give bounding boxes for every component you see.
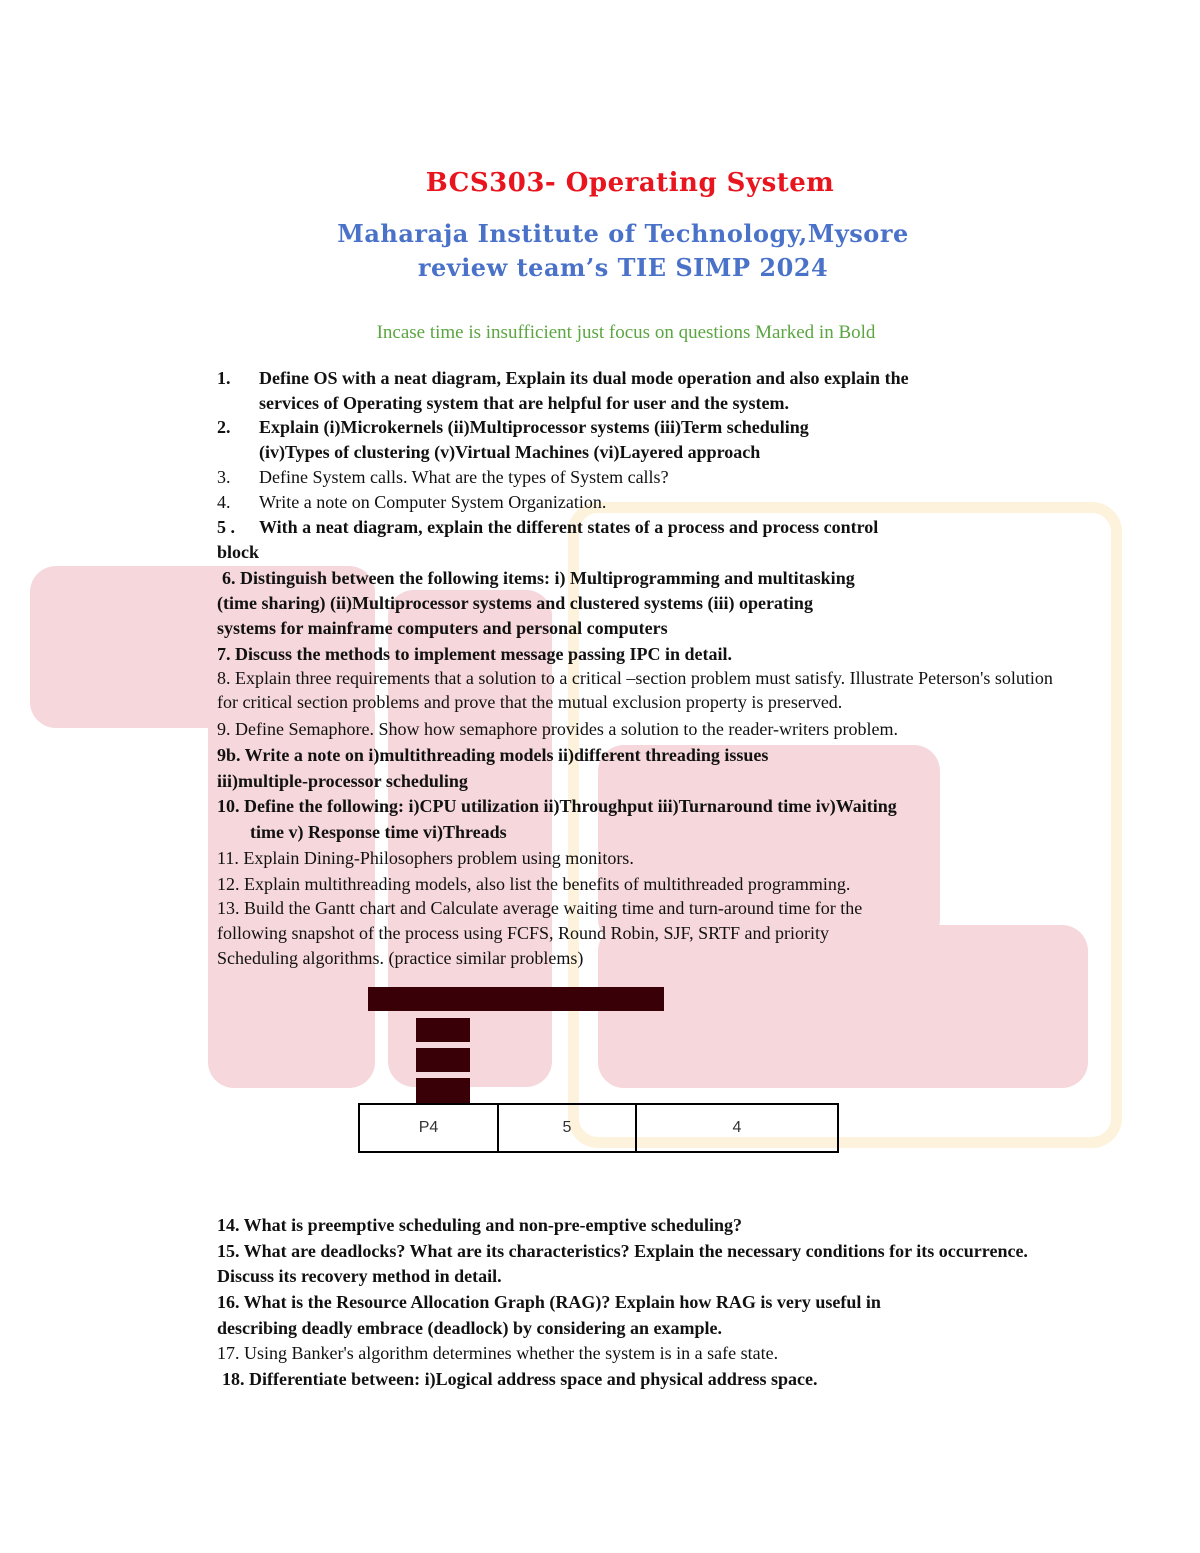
institute-name: Maharaja Institute of Technology,Mysore xyxy=(337,219,909,248)
question-2-number: 2. xyxy=(217,417,231,437)
question-8-line-1: 8. Explain three requirements that a solution to a critical –section problem must satisfy. Illustrate Peterson's solution xyxy=(217,668,1053,688)
question-4-number: 4. xyxy=(217,492,231,512)
question-10-line-1: 10. Define the following: i)CPU utilization ii)Throughput iii)Turnaround time iv)Waiting xyxy=(217,796,897,816)
decor-bar-horizontal xyxy=(368,987,664,1011)
question-5-line-2: block xyxy=(217,542,260,562)
review-team-line: review team’s TIE SIMP 2024 xyxy=(417,253,829,282)
course-title: BCS303- Operating System xyxy=(425,168,835,198)
question-15-line-1: 15. What are deadlocks? What are its characteristics? Explain the necessary conditions for its occurrence. xyxy=(217,1241,1028,1261)
question-6-line-1: 6. Distinguish between the following items: i) Multiprogramming and multitasking xyxy=(222,568,855,588)
question-5-text: With a neat diagram, explain the different states of a process and process control xyxy=(259,517,879,537)
question-8-line-2: for critical section problems and prove that the mutual exclusion property is preserved. xyxy=(217,692,843,712)
decor-bar-segment-1 xyxy=(416,1018,470,1042)
question-6-line-2: (time sharing) (ii)Multiprocessor systems and clustered systems (iii) operating xyxy=(217,593,813,613)
table-cell-burst: 5 xyxy=(498,1104,636,1152)
question-1-line-2: services of Operating system that are helpful for user and the system. xyxy=(259,393,789,413)
question-10-line-2: time v) Response time vi)Threads xyxy=(250,822,507,842)
question-4-line xyxy=(217,491,606,513)
question-5-line-1 xyxy=(217,516,878,538)
question-1-number: 1. xyxy=(217,368,231,388)
question-15-line-2: Discuss its recovery method in detail. xyxy=(217,1266,502,1286)
question-4-text: Write a note on Computer System Organization. xyxy=(259,492,607,512)
question-13-line-3: Scheduling algorithms. (practice similar problems) xyxy=(217,948,584,968)
question-9b-line-1: 9b. Write a note on i)multithreading models ii)different threading issues xyxy=(217,745,769,765)
table-row xyxy=(359,1104,838,1152)
question-9-line: 9. Define Semaphore. Show how semaphore provides a solution to the reader-writers problem. xyxy=(217,719,898,739)
question-16-line-2: describing deadly embrace (deadlock) by considering an example. xyxy=(217,1318,722,1338)
table-cell-priority: 4 xyxy=(636,1104,838,1152)
question-5-number: 5 . xyxy=(217,517,235,537)
question-7-line: 7. Discuss the methods to implement message passing IPC in detail. xyxy=(217,644,733,664)
question-3-number: 3. xyxy=(217,467,231,487)
question-2-line-1 xyxy=(217,416,809,438)
decor-bar-segment-3 xyxy=(416,1078,470,1104)
question-18-line: 18. Differentiate between: i)Logical address space and physical address space. xyxy=(222,1369,818,1389)
question-3-text: Define System calls. What are the types of System calls? xyxy=(259,467,669,487)
question-17-line: 17. Using Banker's algorithm determines whether the system is in a safe state. xyxy=(217,1343,779,1363)
table-cell-process: P4 xyxy=(359,1104,498,1152)
decor-bar-segment-2 xyxy=(416,1048,470,1072)
question-3-line xyxy=(217,466,669,488)
question-11-line: 11. Explain Dining-Philosophers problem using monitors. xyxy=(217,848,634,868)
focus-note: Incase time is insufficient just focus on questions Marked in Bold xyxy=(376,322,876,343)
question-14-line: 14. What is preemptive scheduling and non-pre-emptive scheduling? xyxy=(217,1215,743,1235)
question-1-text: Define OS with a neat diagram, Explain its dual mode operation and also explain the xyxy=(259,368,909,388)
question-9b-line-2: iii)multiple-processor scheduling xyxy=(217,771,468,791)
question-2-text: Explain (i)Microkernels (ii)Multiprocessor systems (iii)Term scheduling xyxy=(259,417,809,437)
question-16-line-1: 16. What is the Resource Allocation Graph (RAG)? Explain how RAG is very useful in xyxy=(217,1292,881,1312)
question-13-line-2: following snapshot of the process using FCFS, Round Robin, SJF, SRTF and priority xyxy=(217,923,830,943)
question-6-line-3: systems for mainframe computers and personal computers xyxy=(217,618,668,638)
process-table xyxy=(358,1103,839,1153)
question-2-line-2: (iv)Types of clustering (v)Virtual Machines (vi)Layered approach xyxy=(259,442,761,462)
question-1-line-1 xyxy=(217,367,909,389)
question-12-line: 12. Explain multithreading models, also list the benefits of multithreaded programming. xyxy=(217,874,851,894)
question-13-line-1: 13. Build the Gantt chart and Calculate average waiting time and turn-around time for the xyxy=(217,898,863,918)
